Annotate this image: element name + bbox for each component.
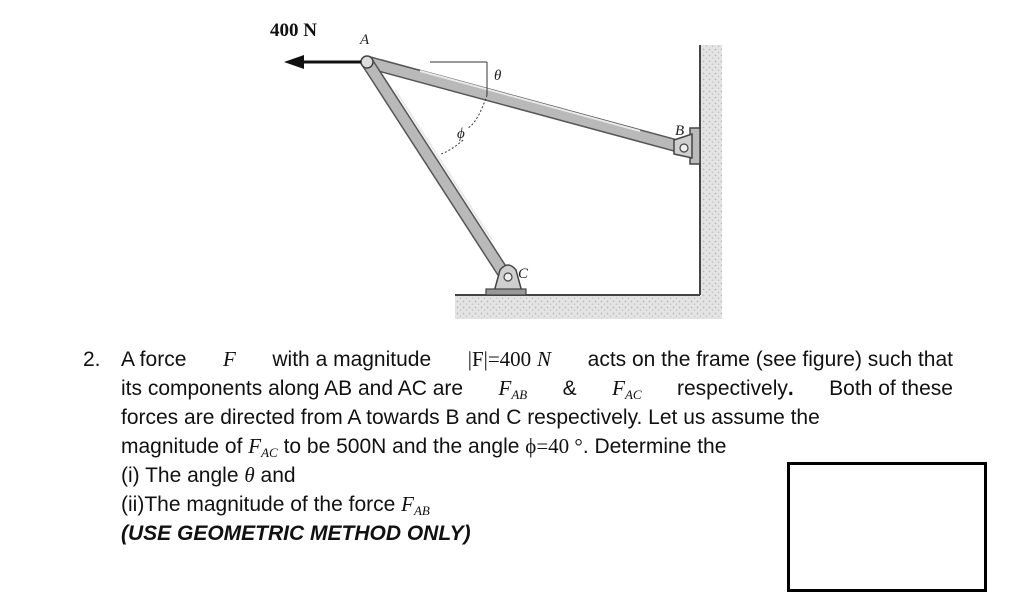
pin-a (361, 56, 373, 68)
problem-line-1: A force F with a magnitude |F|=400 N acts on the frame (see figure) such that (121, 347, 953, 371)
ground-support (455, 295, 722, 319)
angle-theta-label: θ (494, 68, 502, 84)
force-arrow (284, 55, 361, 69)
problem-line-3: forces are directed from A towards B and C respectively. Let us assume the (121, 406, 820, 429)
answer-box (787, 462, 987, 592)
wall-support (700, 45, 722, 297)
angle-phi-label: ϕ (457, 126, 465, 142)
force-label: 400 N (270, 20, 317, 41)
point-b-label: B (675, 123, 685, 139)
problem-line-4: magnitude of $F_{AC}$ to be 500N and the angle ϕ=40 °. Determine the (121, 434, 727, 460)
problem-line-7: (USE GEOMETRIC METHOD ONLY) (121, 522, 471, 545)
problem-number: 2. (83, 348, 101, 371)
problem-line-2: its components along AB and AC are $F_{AB}$ & $F_{AC}$ respectively. Both of these (121, 376, 953, 402)
problem-line-6: (ii)The magnitude of the force $F_{AB}$ (121, 492, 430, 518)
problem-line-5: (i) The angle θ and (121, 463, 296, 487)
point-a-label: A (360, 32, 370, 48)
point-c-label: C (518, 266, 529, 282)
